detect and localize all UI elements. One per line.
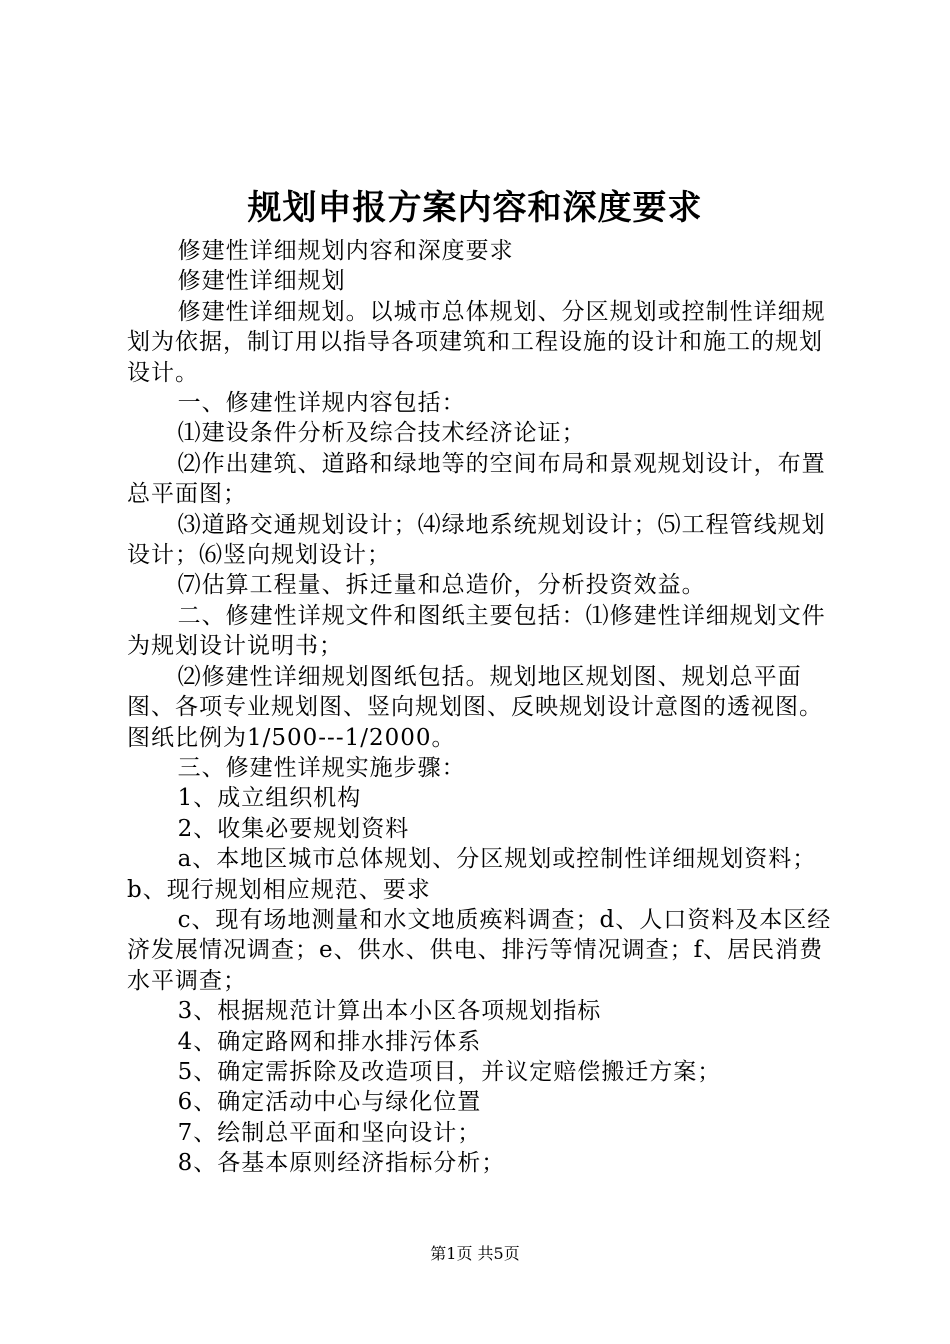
paragraph: 1、成立组织机构 — [177, 785, 362, 812]
paragraph: 5、确定需拆除及改造项目，并议定赔偿搬迁方案； — [177, 1058, 722, 1085]
document-body — [127, 236, 833, 1179]
paragraph: ⑺估算工程量、拆迁量和总造价，分析投资效益。 — [177, 572, 706, 599]
paragraph: c、现有场地测量和水文地质痪料调查；d、人口资料及本区经济发展情况调查；e、供水、供电、排污等情况调查；f、居民消费水平调查； — [127, 906, 832, 994]
paragraph: 8、各基本原则经济指标分析； — [177, 1150, 506, 1177]
paragraph: 6、确定活动中心与绿化位置 — [177, 1089, 482, 1116]
paragraph: 4、确定路网和排水排污体系 — [177, 1028, 482, 1055]
paragraph: a、本地区城市总体规划、分区规划或控制性详细规划资料；b、现行规划相应规范、要求 — [127, 846, 817, 903]
paragraph: 修建性详细规划。以城市总体规划、分区规划或控制性详细规划为依据，制订用以指导各项建筑和工程设施的设计和施工的规划设计。 — [127, 298, 826, 386]
paragraph: 一、修建性详规内容包括： — [177, 390, 466, 417]
paragraph: 7、绘制总平面和坚向设计； — [177, 1119, 482, 1146]
paragraph: 修建性详细规划 — [177, 268, 346, 295]
paragraph: 修建性详细规划内容和深度要求 — [177, 238, 514, 264]
paragraph: ⑶道路交通规划设计；⑷绿地系统规划设计；⑸工程管线规划设计；⑹竖向规划设计； — [127, 511, 826, 569]
paragraph: 2、收集必要规划资料 — [177, 815, 410, 842]
page-number-footer: 第1页 共5页 — [430, 1244, 520, 1263]
document-title: 规划申报方案内容和深度要求 — [247, 188, 703, 228]
paragraph: 3、根据规范计算出本小区各项规划指标 — [177, 998, 602, 1025]
paragraph: 二、修建性详规文件和图纸主要包括：⑴修建性详细规划文件为规划设计说明书； — [127, 602, 826, 660]
paragraph: 三、修建性详规实施步骤： — [177, 754, 466, 781]
paragraph: ⑵修建性详细规划图纸包括。规划地区规划图、规划总平面图、各项专业规划图、竖向规划图、反映规划设计意图的透视图。图纸比例为1/500---1/2000。 — [127, 663, 823, 751]
paragraph: ⑵作出建筑、道路和绿地等的空间布局和景观规划设计，布置总平面图； — [127, 450, 826, 508]
paragraph: ⑴建设条件分析及综合技术经济论证； — [177, 420, 586, 447]
